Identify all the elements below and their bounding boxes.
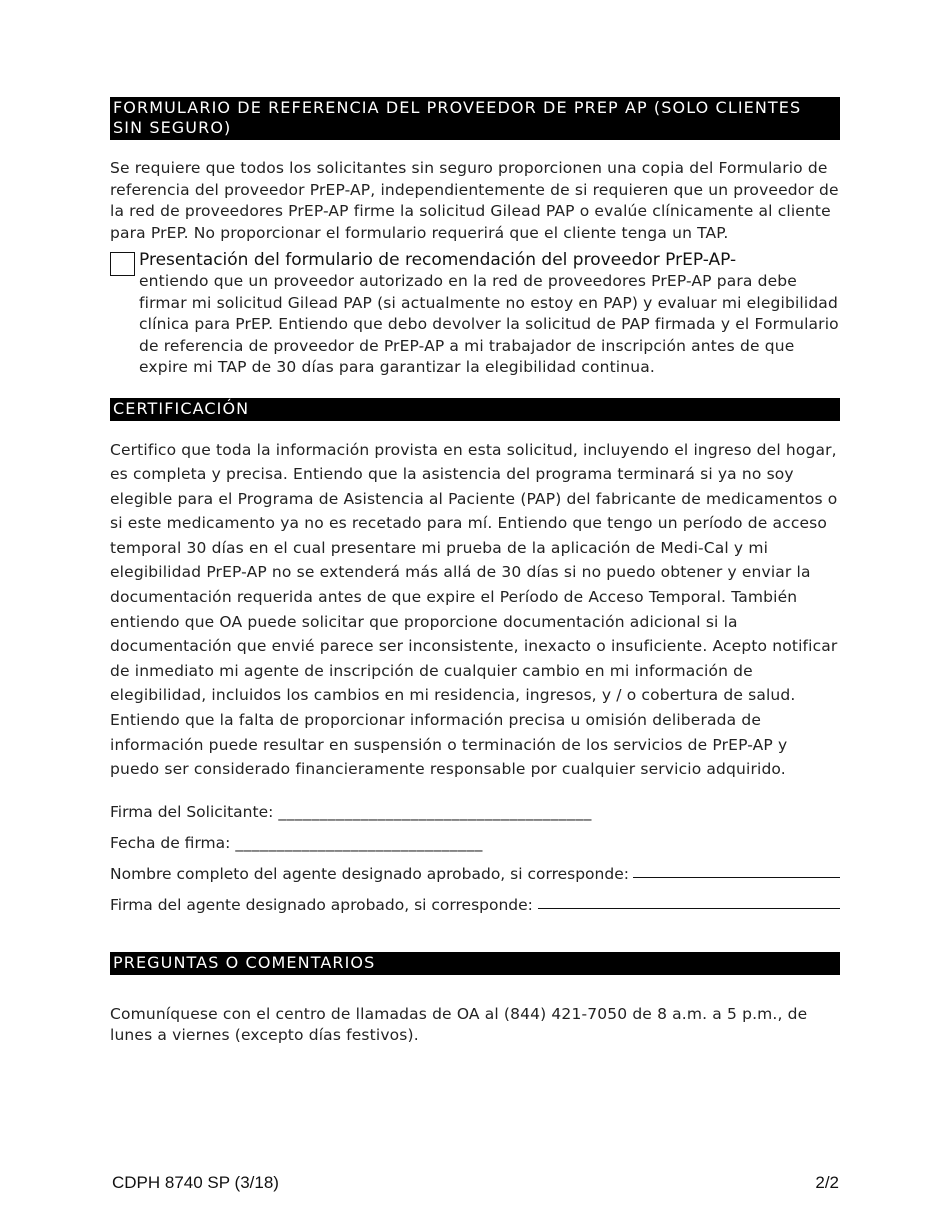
referral-intro-text: Se requiere que todos los solicitantes sin seguro proporcionen una copia del Formulario de referencia del proveedor PrEP-AP, independientemente de si requieren que un proveedor de la red de proveedores PrEP-AP firme la solicitud Gilead PAP o evalúe clínicamente al cliente para PrEP. No proporcionar el formulario requerirá que el cliente tenga un TAP. [110,159,839,242]
signature-date-row [110,821,840,852]
agent-signature-row [110,883,840,914]
applicant-signature-label: Firma del Solicitante: [110,802,274,821]
applicant-signature-row [110,790,840,821]
agent-name-row [110,852,840,883]
referral-checkbox-row [110,250,840,379]
signature-date-label: Fecha de firma: [110,833,231,852]
page-footer [112,1173,839,1193]
signature-date-field[interactable]: ______________________________ [235,833,483,852]
form-page [110,97,840,1047]
form-id: CDPH 8740 SP (3/18) [112,1173,279,1192]
certification-section-header: CERTIFICACIÓN [110,398,840,421]
contact-text: Comuníquese con el centro de llamadas de OA al (844) 421-7050 de 8 a.m. a 5 p.m., de lunes a viernes (excepto días festivos). [110,1004,808,1045]
agent-name-field[interactable] [633,876,840,878]
applicant-signature-field[interactable]: ______________________________________ [278,802,592,821]
page-number: 2/2 [815,1173,839,1192]
referral-form-checkbox[interactable] [110,252,135,276]
referral-checkbox-text: entiendo que un proveedor autorizado en la red de proveedores PrEP-AP para debe firmar mi solicitud Gilead PAP (si actualmente no estoy en PAP) y evaluar mi elegibilidad clínica para PrEP. Entiendo que debo devolver la solicitud de PAP firmada y el Formulario de referencia de proveedor de PrEP-AP a mi trabajador de inscripción antes de que expire mi TAP de 30 días para garantizar la elegibilidad continua. [139,272,839,376]
agent-signature-label: Firma del agente designado aprobado, si corresponde: [110,895,533,914]
certification-text: Certifico que toda la información provista en esta solicitud, incluyendo el ingreso del hogar, es completa y precisa. Entiendo que la asistencia del programa terminará si ya no soy elegible para el Programa de Asistencia al Paciente (PAP) del fabricante de medicamentos o si este medicamento ya no es recetado para mí. Entiendo que tengo un período de acceso temporal 30 días en el cual presentare mi prueba de la aplicación de Medi-Cal y mi elegibilidad PrEP-AP no se extenderá más allá de 30 días si no puedo obtener y enviar la documentación requerida antes de que expire el Período de Acceso Temporal. También entiendo que OA puede solicitar que proporcione documentación adicional si la documentación que envié parece ser inconsistente, inexacto o insuficiente. Acepto notificar de inmediato mi agente de inscripción de cualquier cambio en mi información de elegibilidad, incluidos los cambios en mi residencia, ingresos, y / o cobertura de salud. Entiendo que la falta de proporcionar información precisa u omisión deliberada de información puede resultar en suspensión o terminación de los servicios de PrEP-AP y puedo ser considerado financieramente responsable por cualquier servicio adquirido. [110,440,838,779]
questions-section-header: PREGUNTAS O COMENTARIOS [110,952,840,975]
agent-name-label: Nombre completo del agente designado aprobado, si corresponde: [110,864,629,883]
referral-section-header: FORMULARIO DE REFERENCIA DEL PROVEEDOR DE PREP AP (SOLO CLIENTES SIN SEGURO) [110,97,840,140]
signature-block [110,790,840,914]
agent-signature-field[interactable] [538,907,840,909]
referral-checkbox-title: Presentación del formulario de recomendación del proveedor PrEP-AP- [139,250,737,270]
